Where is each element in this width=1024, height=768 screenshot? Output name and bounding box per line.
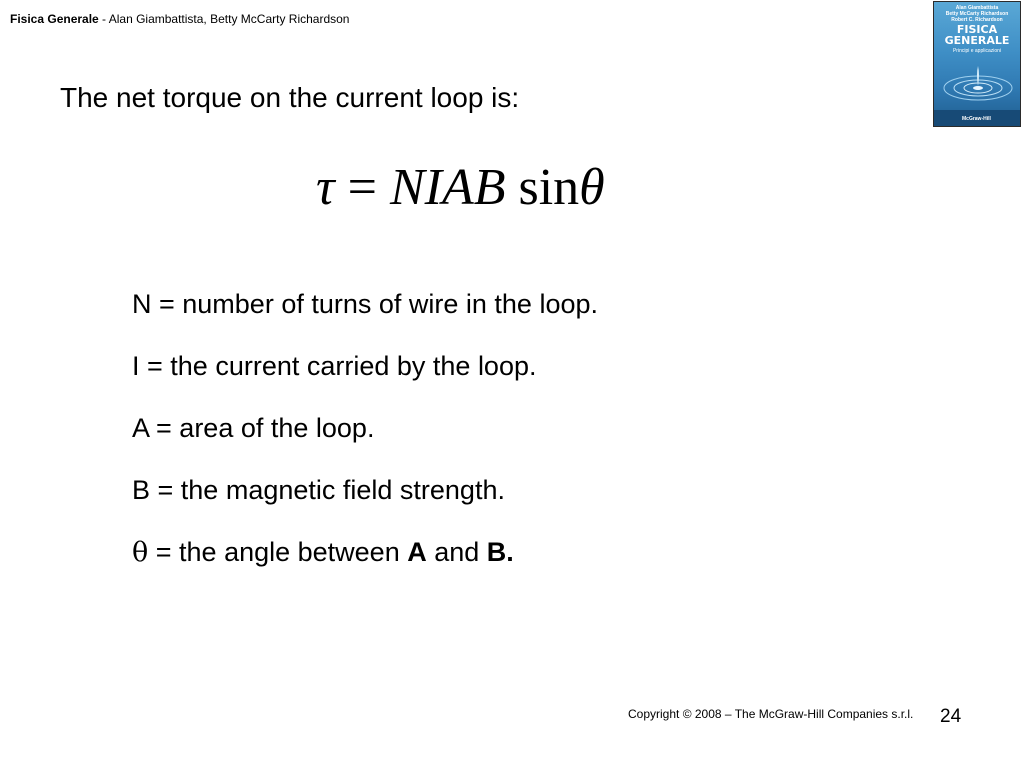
definition-theta: θ = the angle between A and B. bbox=[132, 537, 514, 568]
page-number: 24 bbox=[940, 706, 962, 727]
book-title: Fisica Generale bbox=[10, 12, 99, 26]
lead-sentence: The net torque on the current loop is: bbox=[60, 82, 520, 113]
equation-sin: sin bbox=[505, 159, 580, 216]
cover-authors: Alan Giambattista Betty McCarty Richardson Robert C. Richardson bbox=[945, 5, 1009, 23]
definition-a: A = area of the loop. bbox=[132, 413, 375, 443]
equation-equals: = bbox=[334, 159, 390, 216]
definition-n: N = number of turns of wire in the loop. bbox=[132, 289, 598, 319]
torque-equation bbox=[316, 158, 605, 217]
book-cover-image bbox=[933, 1, 1021, 127]
cover-subtitle: Principi e applicazioni bbox=[952, 48, 1002, 54]
book-authors: - Alan Giambattista, Betty McCarty Richardson bbox=[98, 12, 350, 26]
definitions-list bbox=[132, 284, 598, 594]
cover-title: FISICA GENERALE bbox=[944, 23, 1010, 47]
slide-header bbox=[10, 12, 349, 26]
water-ripple-icon bbox=[942, 62, 1014, 104]
equation-variables: NIAB bbox=[389, 159, 506, 216]
cover-publisher: McGraw-Hill bbox=[962, 116, 991, 122]
equation-tau: τ bbox=[316, 159, 335, 216]
definition-i: I = the current carried by the loop. bbox=[132, 351, 537, 381]
copyright-notice: Copyright © 2008 – The McGraw-Hill Companies s.r.l. bbox=[628, 707, 914, 721]
definition-b: B = the magnetic field strength. bbox=[132, 475, 505, 505]
equation-theta: θ bbox=[579, 159, 605, 216]
